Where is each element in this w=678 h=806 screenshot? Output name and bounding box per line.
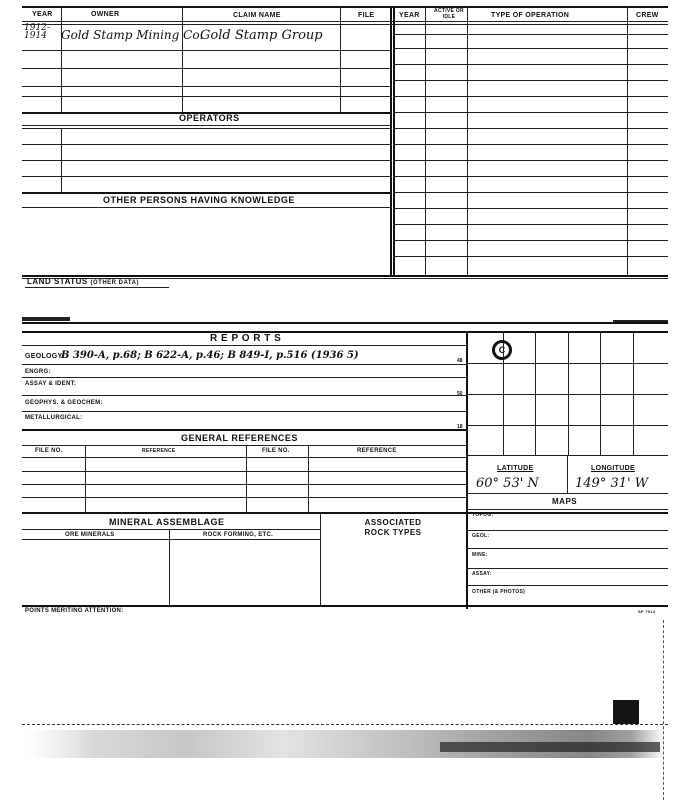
col-owner-label: OWNER — [91, 11, 120, 18]
geol-label: GEOL: — [472, 533, 490, 539]
geology-value: B 390-A, p.68; B 622-A, p.46; B 849-I, p.516 (1936 5) — [61, 350, 359, 361]
mine-label: MINE: — [472, 552, 488, 558]
reports-heading: R E P O R T S — [210, 333, 282, 344]
assay-map-label: ASSAY: — [472, 571, 492, 577]
ref-reference-1: REFERENCE — [142, 448, 176, 454]
geophys-label: GEOPHYS. & GEOCHEM: — [25, 400, 103, 406]
col-year-label: YEAR — [32, 11, 53, 18]
rock-forming-label: ROCK FORMING, ETC. — [203, 532, 274, 538]
land-status-text: LAND STATUS — [27, 277, 88, 286]
num-48: 48 — [457, 358, 463, 364]
geology-label: GEOLOGY: — [25, 353, 65, 360]
col-type-label: TYPE OF OPERATION — [491, 12, 570, 19]
form-number: SP 7912 — [638, 609, 656, 614]
other-persons-heading: OTHER PERSONS HAVING KNOWLEDGE — [103, 195, 295, 205]
latitude-value: 60° 53' N — [476, 476, 539, 491]
assay-ident-label: ASSAY & IDENT: — [25, 381, 77, 387]
longitude-label: LONGITUDE — [591, 465, 635, 472]
engrg-label: ENGRG: — [25, 369, 51, 375]
num-18: 18 — [457, 424, 463, 430]
maps-heading: MAPS — [552, 497, 578, 506]
col-year2-label: YEAR — [399, 12, 420, 19]
circle-letter: C — [498, 345, 506, 355]
ref-file-no-1: FILE NO. — [35, 448, 63, 454]
general-refs-heading: GENERAL REFERENCES — [181, 433, 298, 443]
col-active-label: ACTIVE OR IDLE — [434, 8, 464, 20]
metallurgical-label: METALLURGICAL: — [25, 415, 83, 421]
mineral-assemblage-heading: MINERAL ASSEMBLAGE — [109, 517, 225, 527]
col-claim-label: CLAIM NAME — [233, 12, 281, 19]
topog-label: TOPOG: — [472, 512, 494, 518]
operators-heading: OPERATORS — [179, 113, 240, 123]
longitude-value: 149° 31' W — [575, 476, 649, 491]
entry-year: 1912-1914 — [24, 23, 50, 41]
num-50: 50 — [457, 391, 463, 397]
entry-claim: Gold Stamp Group — [200, 28, 323, 43]
points-meriting-label: POINTS MERITING ATTENTION: — [25, 608, 124, 614]
location-circle-marker — [492, 340, 512, 360]
latitude-label: LATITUDE — [497, 465, 534, 472]
col-crew-label: CREW — [636, 12, 659, 19]
scan-noise-band — [30, 730, 664, 758]
col-file-label: FILE — [358, 12, 375, 19]
land-status-label — [27, 277, 139, 286]
ref-reference-2: REFERENCE — [357, 448, 397, 454]
other-photos-label: OTHER (& PHOTOS) — [472, 589, 526, 595]
associated-rock-types-label: ASSOCIATED ROCK TYPES — [364, 518, 422, 537]
land-status-sub: (OTHER DATA) — [90, 280, 139, 286]
ref-file-no-2: FILE NO. — [262, 448, 290, 454]
entry-owner: Gold Stamp Mining Co. — [61, 28, 204, 42]
ore-minerals-label: ORE MINERALS — [65, 532, 115, 538]
